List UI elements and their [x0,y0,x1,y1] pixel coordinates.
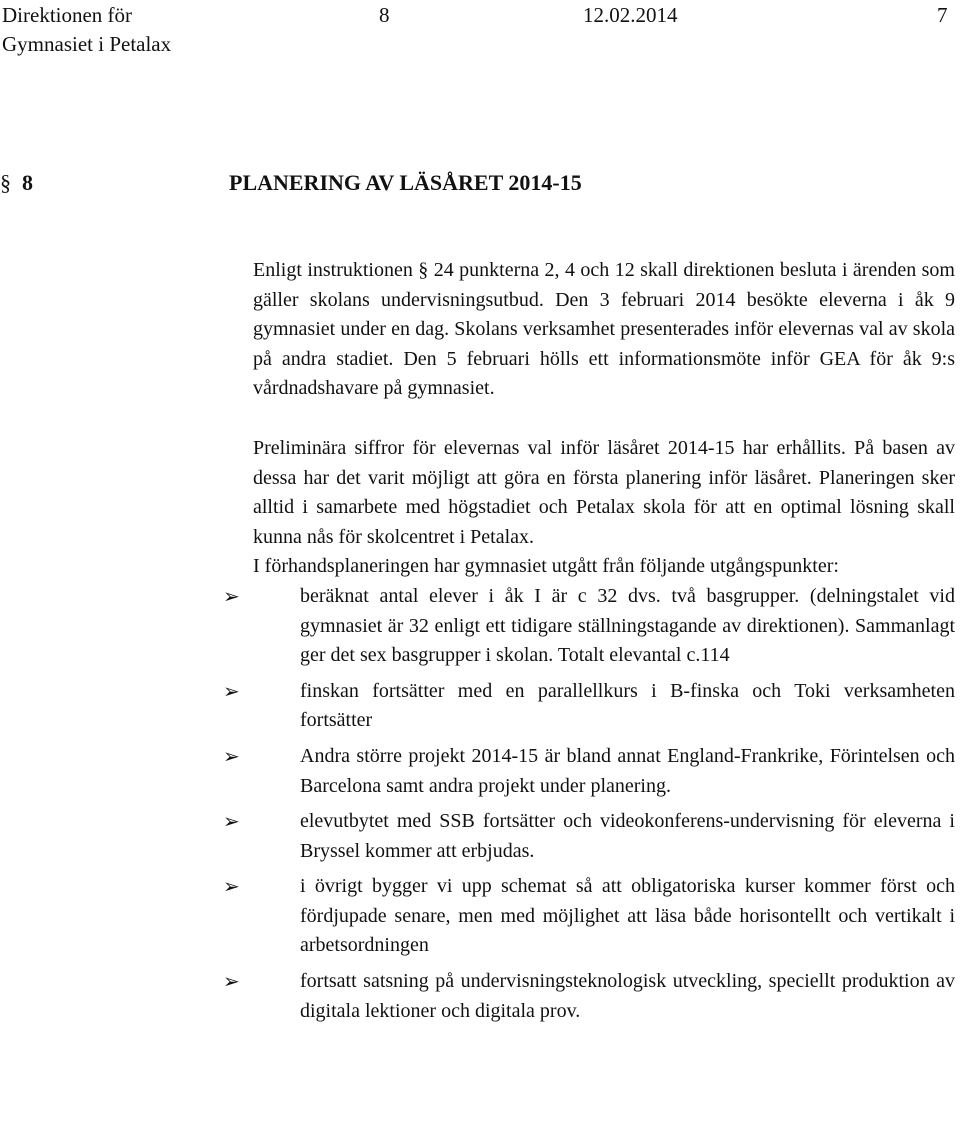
paragraph-preliminary: Preliminära siffror för elevernas val inför läsåret 2014-15 har erhållits. På basen av dessa har det varit möjligt att göra en första planering inför läsåret. Planeringen sker alltid i samarbete med högstadiet och Petalax skola för att en optimal lösning skall kunna nås för skolcentret i Petalax. [253,436,955,548]
header-page-number: 7 [937,3,948,27]
section-sign: § [0,170,11,195]
list-item-text: i övrigt bygger vi upp schemat så att obligatoriska kurser kommer först och fördjupade senare, men med möjlighet att läsa både horisontellt och vertikalt i arbetsordningen [300,875,955,957]
header-organization [2,1,171,59]
list-item [223,807,955,866]
list-item [223,872,955,961]
paragraph-starting-points: I förhandsplaneringen har gymnasiet utgått från följande utgångspunkter: [253,555,839,578]
list-item-text: finskan fortsätter med en parallellkurs i B-finska och Toki verksamheten fortsätter [300,679,955,732]
section-number: 8 [22,170,33,195]
list-item [223,742,955,801]
starting-points-list [223,582,955,1026]
header-org-line2: Gymnasiet i Petalax [2,32,172,56]
list-item [223,967,955,1026]
list-item [223,677,955,736]
paragraph-intro: Enligt instruktionen § 24 punkterna 2, 4 och 12 skall direktionen besluta i ärenden som gäller skolans undervisningsutbud. Den 3 februari 2014 besökte eleverna i åk 9 gymnasiet under en dag. Skolans verksamhet presenterades inför elevernas val av skola på andra stadiet. Den 5 februari hölls ett informationsmöte inför GEA för åk 9:s vårdnadshavare på gymnasiet. [253,259,955,400]
list-item-text: fortsatt satsning på undervisningsteknologisk utveckling, speciellt produktion av digitala lektioner och digitala prov. [300,970,955,1022]
arrow-bullet-icon: ➢ [223,743,240,768]
arrow-bullet-icon: ➢ [223,678,240,703]
list-item-text: beräknat antal elever i åk I är c 32 dvs. två basgrupper. (delningstalet vid gymnasiet är 32 enligt ett tidigare ställningstagande av direktionen). Sammanlagt ger det sex basgrupper i skolan. Totalt elevantal c.114 [300,584,955,667]
arrow-bullet-icon: ➢ [223,583,240,608]
header-date: 12.02.2014 [583,3,678,27]
header-section-number: 8 [379,3,390,27]
list-item [223,582,955,671]
page-header [0,0,960,64]
list-item-text: Andra större projekt 2014-15 är bland annat England-Frankrike, Förintelsen och Barcelona samt andra projekt under planering. [300,744,955,797]
arrow-bullet-icon: ➢ [223,874,240,899]
header-org-line1: Direktionen för [2,3,133,27]
arrow-bullet-icon: ➢ [223,809,240,834]
section-heading [0,170,960,200]
list-item-text: elevutbytet med SSB fortsätter och videokonferens-undervisning för eleverna i Bryssel kommer att erbjudas. [300,810,955,862]
arrow-bullet-icon: ➢ [223,969,240,994]
section-title: PLANERING AV LÄSÅRET 2014-15 [229,170,582,195]
document-body [223,256,955,1032]
